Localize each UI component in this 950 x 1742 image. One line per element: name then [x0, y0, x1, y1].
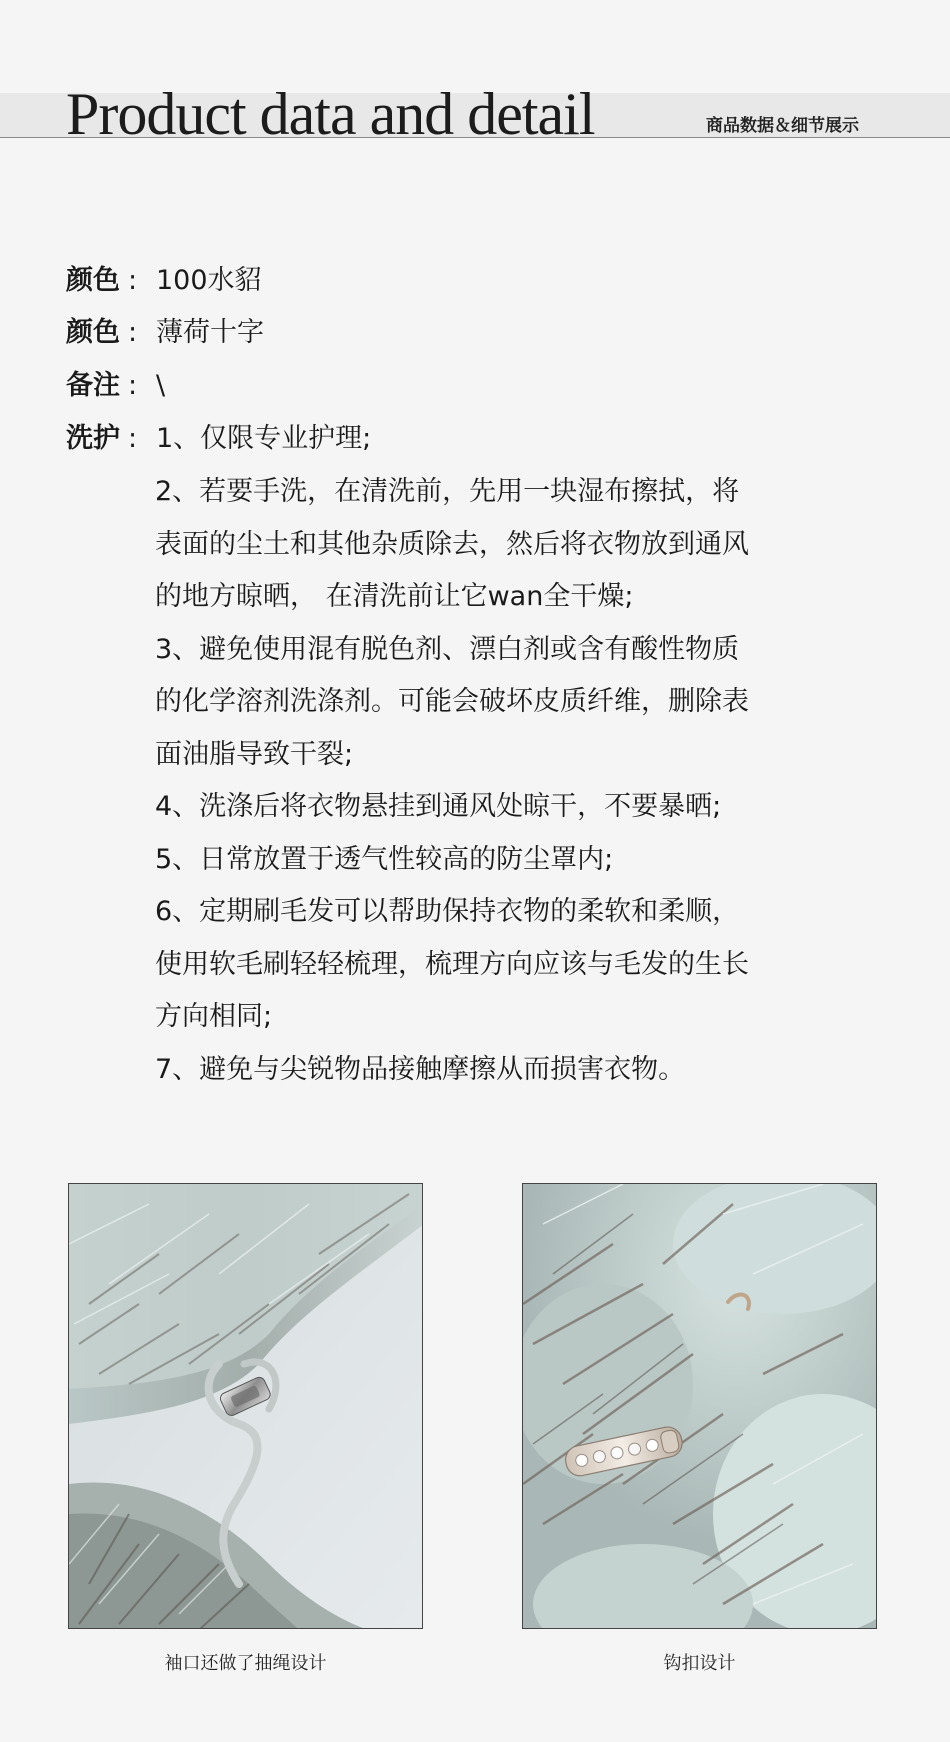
spec-row-care	[66, 421, 371, 457]
spec-value: 薄荷十字	[156, 317, 264, 348]
care-line: 4、洗涤后将衣物悬挂到通风处晾干，不要暴晒;	[155, 791, 722, 822]
care-line: 6、定期刷毛发可以帮助保持衣物的柔软和柔顺，	[155, 896, 740, 927]
page-title: Product data and detail	[66, 81, 595, 147]
spec-label: 颜色	[66, 317, 120, 348]
fur-hook-clasp-illustration	[523, 1184, 877, 1629]
care-line: 3、避免使用混有脱色剂、漂白剂或含有酸性物质	[155, 633, 740, 665]
spec-value: 1、仅限专业护理;	[156, 423, 372, 454]
spec-row-color-name	[66, 315, 264, 351]
spec-colon: :	[128, 423, 138, 454]
photo-caption-drawstring: 袖口还做了抽绳设计	[164, 1653, 327, 1674]
spec-row-note	[66, 368, 165, 404]
care-line: 面油脂导致干裂;	[155, 738, 354, 770]
spec-value: \	[156, 370, 166, 401]
spec-row-color	[66, 263, 262, 299]
care-line: 使用软毛刷轻轻梳理，梳理方向应该与毛发的生长	[155, 948, 749, 980]
spec-label: 颜色	[66, 265, 120, 296]
care-line: 7、避免与尖锐物品接触摩擦从而损害衣物。	[155, 1053, 686, 1085]
spec-colon: :	[128, 370, 138, 401]
care-line: 的化学溶剂洗涤剂。可能会破坏皮质纤维，删除表	[155, 686, 749, 717]
fur-drawstring-illustration	[69, 1184, 423, 1629]
spec-colon: :	[128, 265, 138, 296]
care-line: 表面的尘土和其他杂质除去，然后将衣物放到通风	[155, 528, 749, 560]
care-line: 5、日常放置于透气性较高的防尘罩内;	[155, 843, 614, 875]
spec-value: 100水貂	[156, 265, 262, 296]
care-instructions	[155, 466, 835, 1096]
spec-label: 洗护	[66, 423, 120, 454]
spec-colon: :	[128, 317, 138, 348]
photo-caption-hook: 钩扣设计	[663, 1653, 736, 1674]
fur-hook-clasp-photo	[522, 1183, 877, 1629]
fur-drawstring-photo	[68, 1183, 423, 1629]
care-line: 方向相同;	[155, 1001, 273, 1032]
page-subtitle: 商品数据＆细节展示	[706, 116, 859, 136]
care-line: 2、若要手洗，在清洗前，先用一块湿布擦拭，将	[155, 476, 740, 507]
spec-label: 备注	[66, 370, 120, 401]
care-line: 的地方晾晒， 在清洗前让它wan全干燥;	[155, 581, 634, 612]
